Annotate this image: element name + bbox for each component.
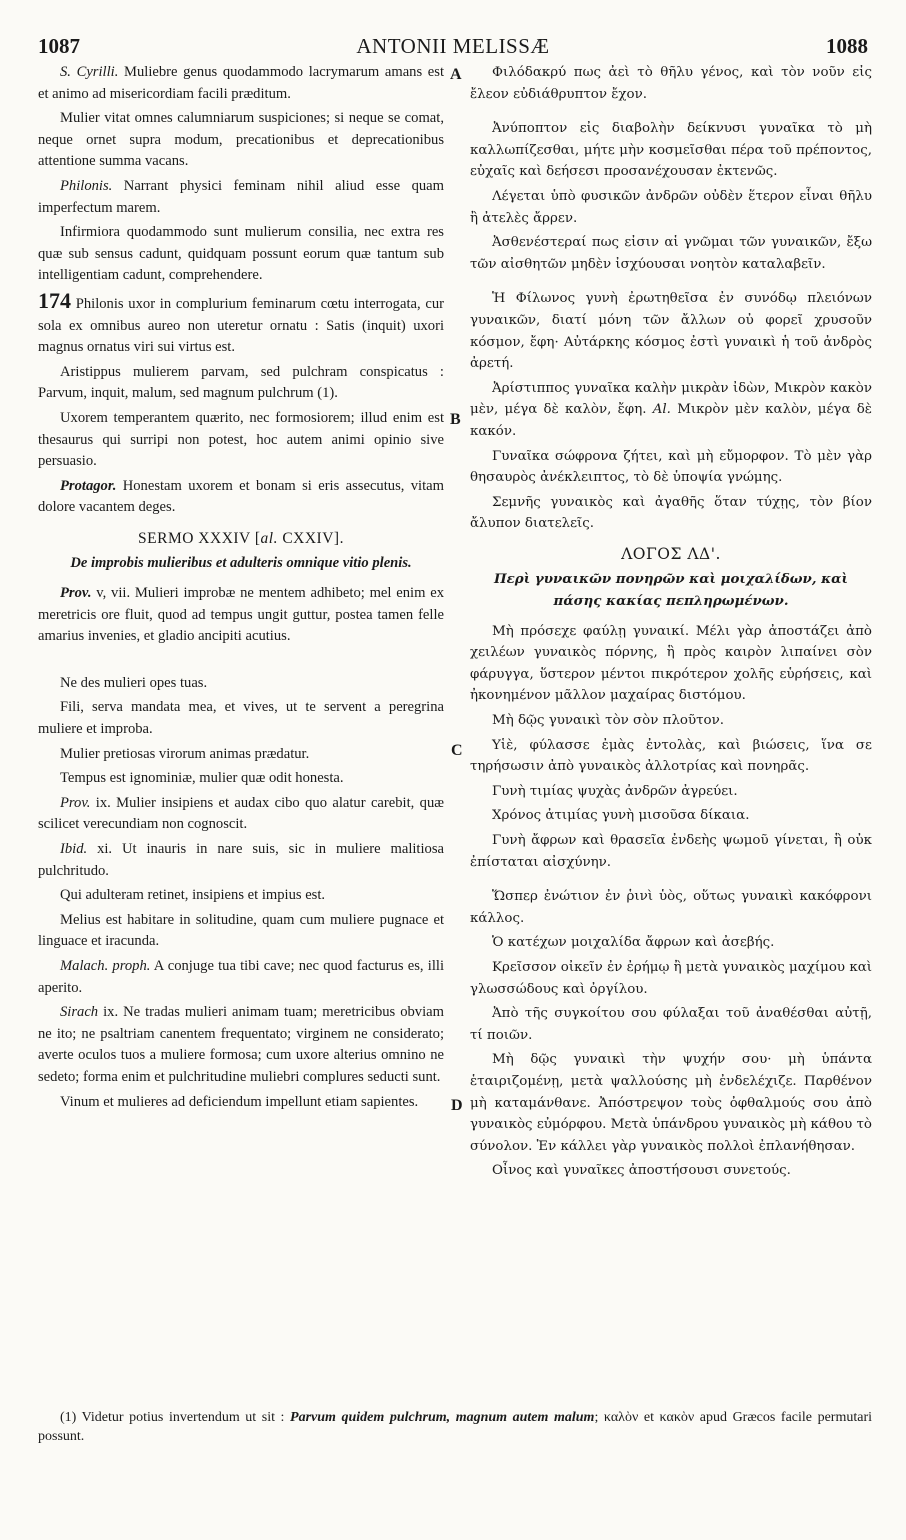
greek-paragraph: Ἀνύποπτον εἰς διαβολὴν δείκνυσι γυναῖκα τὸ μὴ καλλωπίζεσθαι, μήτε μὴν κοσμεῖσθαι πέρα τοῦ πρέποντος, εὐχαῖς καὶ δεήσεσι προσανέχουσαν ἐκτενῶς. [470, 121, 872, 180]
latin-paragraph: Mulier pretiosas virorum animas prædatur. [60, 745, 310, 762]
running-head: ANTONII MELISSÆ [356, 34, 550, 58]
greek-paragraph: Μὴ δῷς γυναικὶ τὴν ψυχήν σου· μὴ ὑπάντα ἑταιριζομένῃ, μετὰ ψαλλούσης μὴ ἐνδελέχιζε. Παρθένον μὴ καταμάνθανε. Ἀπόστρεψον τοὺς ὀφθαλμούς σου ἀπὸ γυναικὸς εὐμόρφου. Μετὰ ὑπάνδρου γυναικὸς μὴ κάθου τὸ σύνολον. Ἐν κάλλει γὰρ γυναικὸς πολλοὶ ἐπλανήθησαν. [470, 1052, 872, 1154]
variant-marker: Al. [652, 402, 671, 418]
section-marker-b: B [450, 411, 461, 428]
latin-paragraph: Aristippus mulierem parvam, sed pulchram conspicatus : Parvum, inquit, malum, sed magnum pulchrum (1). [38, 363, 444, 402]
greek-paragraph: Υἱὲ, φύλασσε ἐμὰς ἐντολὰς, καὶ βιώσεις, ἵνα σε τηρήσωσιν ἀπὸ γυναικὸς ἀλλοτρίας καὶ πονηρᾶς. [470, 737, 872, 775]
latin-paragraph [38, 956, 444, 999]
latin-paragraph: Vinum et mulieres ad deficiendum impellunt etiam sapientes. [60, 1093, 419, 1110]
greek-paragraph: Χρόνος ἀτιμίας γυνὴ μισοῦσα δίκαια. [492, 808, 750, 824]
paragraph-text: ix. Mulier insipiens et audax cibo quo alatur carebit, quæ scilicet verecundiam non cognoscit. [38, 794, 444, 833]
greek-paragraph: Γυνὴ ἄφρων καὶ θρασεῖα ἐνδεὴς ψωμοῦ γίνεται, ἣ οὐκ ἐπίσταται αἰσχύνην. [470, 833, 872, 870]
paragraph-text: Philonis uxor in complurium feminarum cœtu interrogata, cur sola ex omnibus aureo non uteretur ornatu : Satis (inquit) uxori magnus ornatus viri sui virtus est. [38, 295, 444, 356]
latin-paragraph: Mulier vitat omnes calumniarum suspiciones; si neque se comat, neque ornet supra modum, precationibus et deprecationibus attentione summa vacans. [38, 110, 444, 170]
section-marker-a: A [450, 66, 462, 83]
paragraph-text: A conjuge tua tibi cave; nec quod facturus es, illi aperito. [38, 957, 444, 996]
greek-paragraph: Μὴ δῷς γυναικὶ τὸν σὸν πλοῦτον. [492, 713, 725, 729]
page-number-right: 1088 [826, 34, 868, 58]
greek-column [470, 62, 872, 1185]
latin-column [38, 62, 444, 1116]
citation: Prov. [60, 585, 92, 602]
latin-paragraph: Tempus est ignominiæ, mulier quæ odit honesta. [60, 770, 344, 787]
section-marker-d: D [451, 1097, 463, 1114]
paragraph-text: Muliebre genus quodammodo lacrymarum amans est et animo ad misericordiam facili præditum. [38, 64, 445, 102]
greek-paragraph: Κρεῖσσον οἰκεῖν ἐν ἐρήμῳ ἢ μετὰ γυναικὸς μαχίμου καὶ γλωσσώδους καὶ ὀργίλου. [470, 959, 872, 997]
page-header [0, 34, 906, 62]
citation: Ibid. [60, 841, 88, 857]
greek-paragraph: Οἶνος καὶ γυναῖκες ἀποστήσουσι συνετούς. [492, 1163, 791, 1179]
greek-paragraph [470, 378, 872, 443]
latin-paragraph: Fili, serva mandata mea, et vives, ut te servent a peregrina muliere et improba. [38, 699, 444, 738]
heading-part: CXXIV]. [277, 529, 344, 547]
latin-paragraph: Qui adulteram retinet, insipiens et impius est. [60, 887, 326, 904]
paragraph-text: v, vii. Mulieri improbæ ne mentem adhibeto; mel enim ex meretricis ore fluit, quod ad tempus ungit guttur, postea tamen felle amarius invenies, et gladio ancipiti acutius. [38, 585, 444, 645]
page-number-left: 1087 [38, 34, 80, 58]
spacer [38, 651, 444, 673]
greek-paragraph: Μὴ πρόσεχε φαύλῃ γυναικί. Μέλι γὰρ ἀποστάζει ἀπὸ χειλέων γυναικὸς πόρνης, ἣ πρὸς καιρὸν λιπαίνει σὸν φάρυγγα, ὕστερον μέντοι πικρότερον χολῆς εὑρήσεις, καὶ ἠκονημένον μᾶλλον μαχαίρας διστόμου. [470, 623, 872, 704]
citation: Philonis. [60, 177, 113, 194]
section-marker-c: C [451, 742, 463, 759]
latin-paragraph [38, 1002, 444, 1088]
paragraph-text: Μικρὸν μὲν καλὸν, μέγα δὲ κακόν. [470, 402, 872, 439]
section-subtitle: Περὶ γυναικῶν πονηρῶν καὶ μοιχαλίδων, καὶ πάσης κακίας πεπληρωμένων. [494, 571, 848, 610]
paragraph-text: xi. Ut inauris in nare suis, sic in muliere malitiosa pulchritudo. [38, 841, 444, 879]
citation: Prov. [60, 794, 91, 811]
greek-paragraph: Γυνὴ τιμίας ψυχὰς ἀνδρῶν ἀγρεύει. [492, 783, 738, 799]
heading-part: al. [260, 529, 278, 547]
latin-paragraph: Ne des mulieri opes tuas. [60, 674, 208, 691]
spacer [470, 108, 872, 118]
paragraph-text: Narrant physici feminam nihil aliud esse quam imperfectum marem. [38, 177, 444, 216]
spacer [470, 876, 872, 886]
latin-paragraph [38, 176, 444, 219]
latin-paragraph: Melius est habitare in solitudine, quam cum muliere pugnace et linguace et iracunda. [38, 911, 444, 950]
citation: Protagor. [60, 477, 117, 494]
paragraph-text: Honestam uxorem et bonam si eris assecutus, vitam dolore vacantem deges. [38, 477, 444, 516]
greek-paragraph: Ὁ κατέχων μοιχαλίδα ἄφρων καὶ ἀσεβής. [492, 935, 775, 951]
greek-paragraph: Γυναῖκα σώφρονα ζήτει, καὶ μὴ εὔμορφον. Τὸ μὲν γὰρ θησαυρὸς ἀνέκλειπτος, τὸ δὲ ὑποψία γνώμης. [470, 448, 872, 486]
greek-paragraph: Λέγεται ὑπὸ φυσικῶν ἀνδρῶν οὐδὲν ἕτερον εἶναι θῆλυ ἢ ἀτελὲς ἄρρεν. [470, 188, 872, 226]
latin-paragraph [38, 583, 444, 648]
footnote-text: (1) Videtur potius invertendum ut sit : [60, 1410, 291, 1425]
greek-paragraph: Ἀσθενέστεραί πως εἰσιν αἱ γνῶμαι τῶν γυναικῶν, ἔξω τῶν αἰσθητῶν μηδὲν ἰσχύουσαι νοητὸν καταλαβεῖν. [470, 235, 872, 272]
paragraph-text: Ἀρίστιππος γυναῖκα καλὴν μικρὰν ἰδὼν, Μικρὸν κακὸν μὲν, μέγα δὲ καλὸν, ἔφη. [470, 380, 872, 418]
greek-paragraph: Σεμνῆς γυναικὸς καὶ ἀγαθῆς ὅταν τύχῃς, τὸν βίον ἄλυπον διατελεῖς. [470, 494, 872, 532]
latin-paragraph [38, 839, 444, 882]
latin-paragraph [38, 287, 444, 359]
latin-paragraph: Infirmiora quodammodo sunt mulierum consilia, nec extra res quæ sub sensus cadunt, quidquam possunt eorum quæ tantum sub intelligentiam cadunt, comprehendere. [38, 224, 444, 284]
column-number: 174 [38, 287, 71, 313]
latin-paragraph [38, 476, 444, 519]
greek-paragraph: Φιλόδακρύ πως ἀεὶ τὸ θῆλυ γένος, καὶ τὸν νοῦν εἰς ἔλεον εὐδιάθρυπτον ἔχον. [470, 65, 872, 102]
footnote-text: ; καλὸν et κακὸν apud Græcos facile permutari possunt. [38, 1410, 872, 1444]
greek-paragraph: Ἀπὸ τῆς συγκοίτου σου φύλαξαι τοῦ ἀναθέσθαι αὐτῇ, τί ποιῶν. [470, 1006, 872, 1043]
greek-paragraph: Ὥσπερ ἐνώτιον ἐν ῥινὶ ὑὸς, οὕτως γυναικὶ κακόφρονι κάλλος. [470, 889, 872, 926]
greek-paragraph: Ἡ Φίλωνος γυνὴ ἐρωτηθεῖσα ἐν συνόδῳ πλειόνων γυναικῶν, διατί μόνη τῶν ἄλλων οὐ φορεῖ χρυσοῦν κόσμον, ἔφη· Αὐτάρκης κόσμος ἐστὶ γυναικὶ ἡ τοῦ ἀνδρὸς ἀρετή. [470, 291, 872, 372]
footnote-emphasis: Parvum quidem pulchrum, magnum autem malum [290, 1410, 595, 1425]
section-heading [38, 528, 444, 550]
latin-paragraph [38, 62, 444, 105]
spacer [470, 278, 872, 288]
heading-part: SERMO XXXIV [ [138, 529, 261, 547]
footnote [38, 1408, 872, 1446]
citation: Malach. proph. [60, 957, 151, 974]
section-subtitle: De improbis mulieribus et adulteris omnique vitio plenis. [70, 555, 412, 572]
section-heading: ΛΟΓΟΣ ΛΔ'. [621, 544, 721, 563]
citation: Sirach [60, 1004, 99, 1021]
latin-paragraph: Uxorem temperantem quærito, nec formosiorem; illud enim est thesaurus qui surripi non potest, hoc autem animi opinio sive persuasio. [38, 409, 444, 470]
citation: S. Cyrilli. [60, 64, 119, 80]
paragraph-text: ix. Ne tradas mulieri animam tuam; meretricibus obviam ne ito; ne psaltriam canentem frequentato; virginem ne considerato; averte oculos tuos a muliere formosa; cum uxore alterius omnino ne sedeto; forma enim et pulchritudine muliebri complures seducti sunt. [38, 1004, 444, 1085]
latin-paragraph [38, 793, 444, 836]
